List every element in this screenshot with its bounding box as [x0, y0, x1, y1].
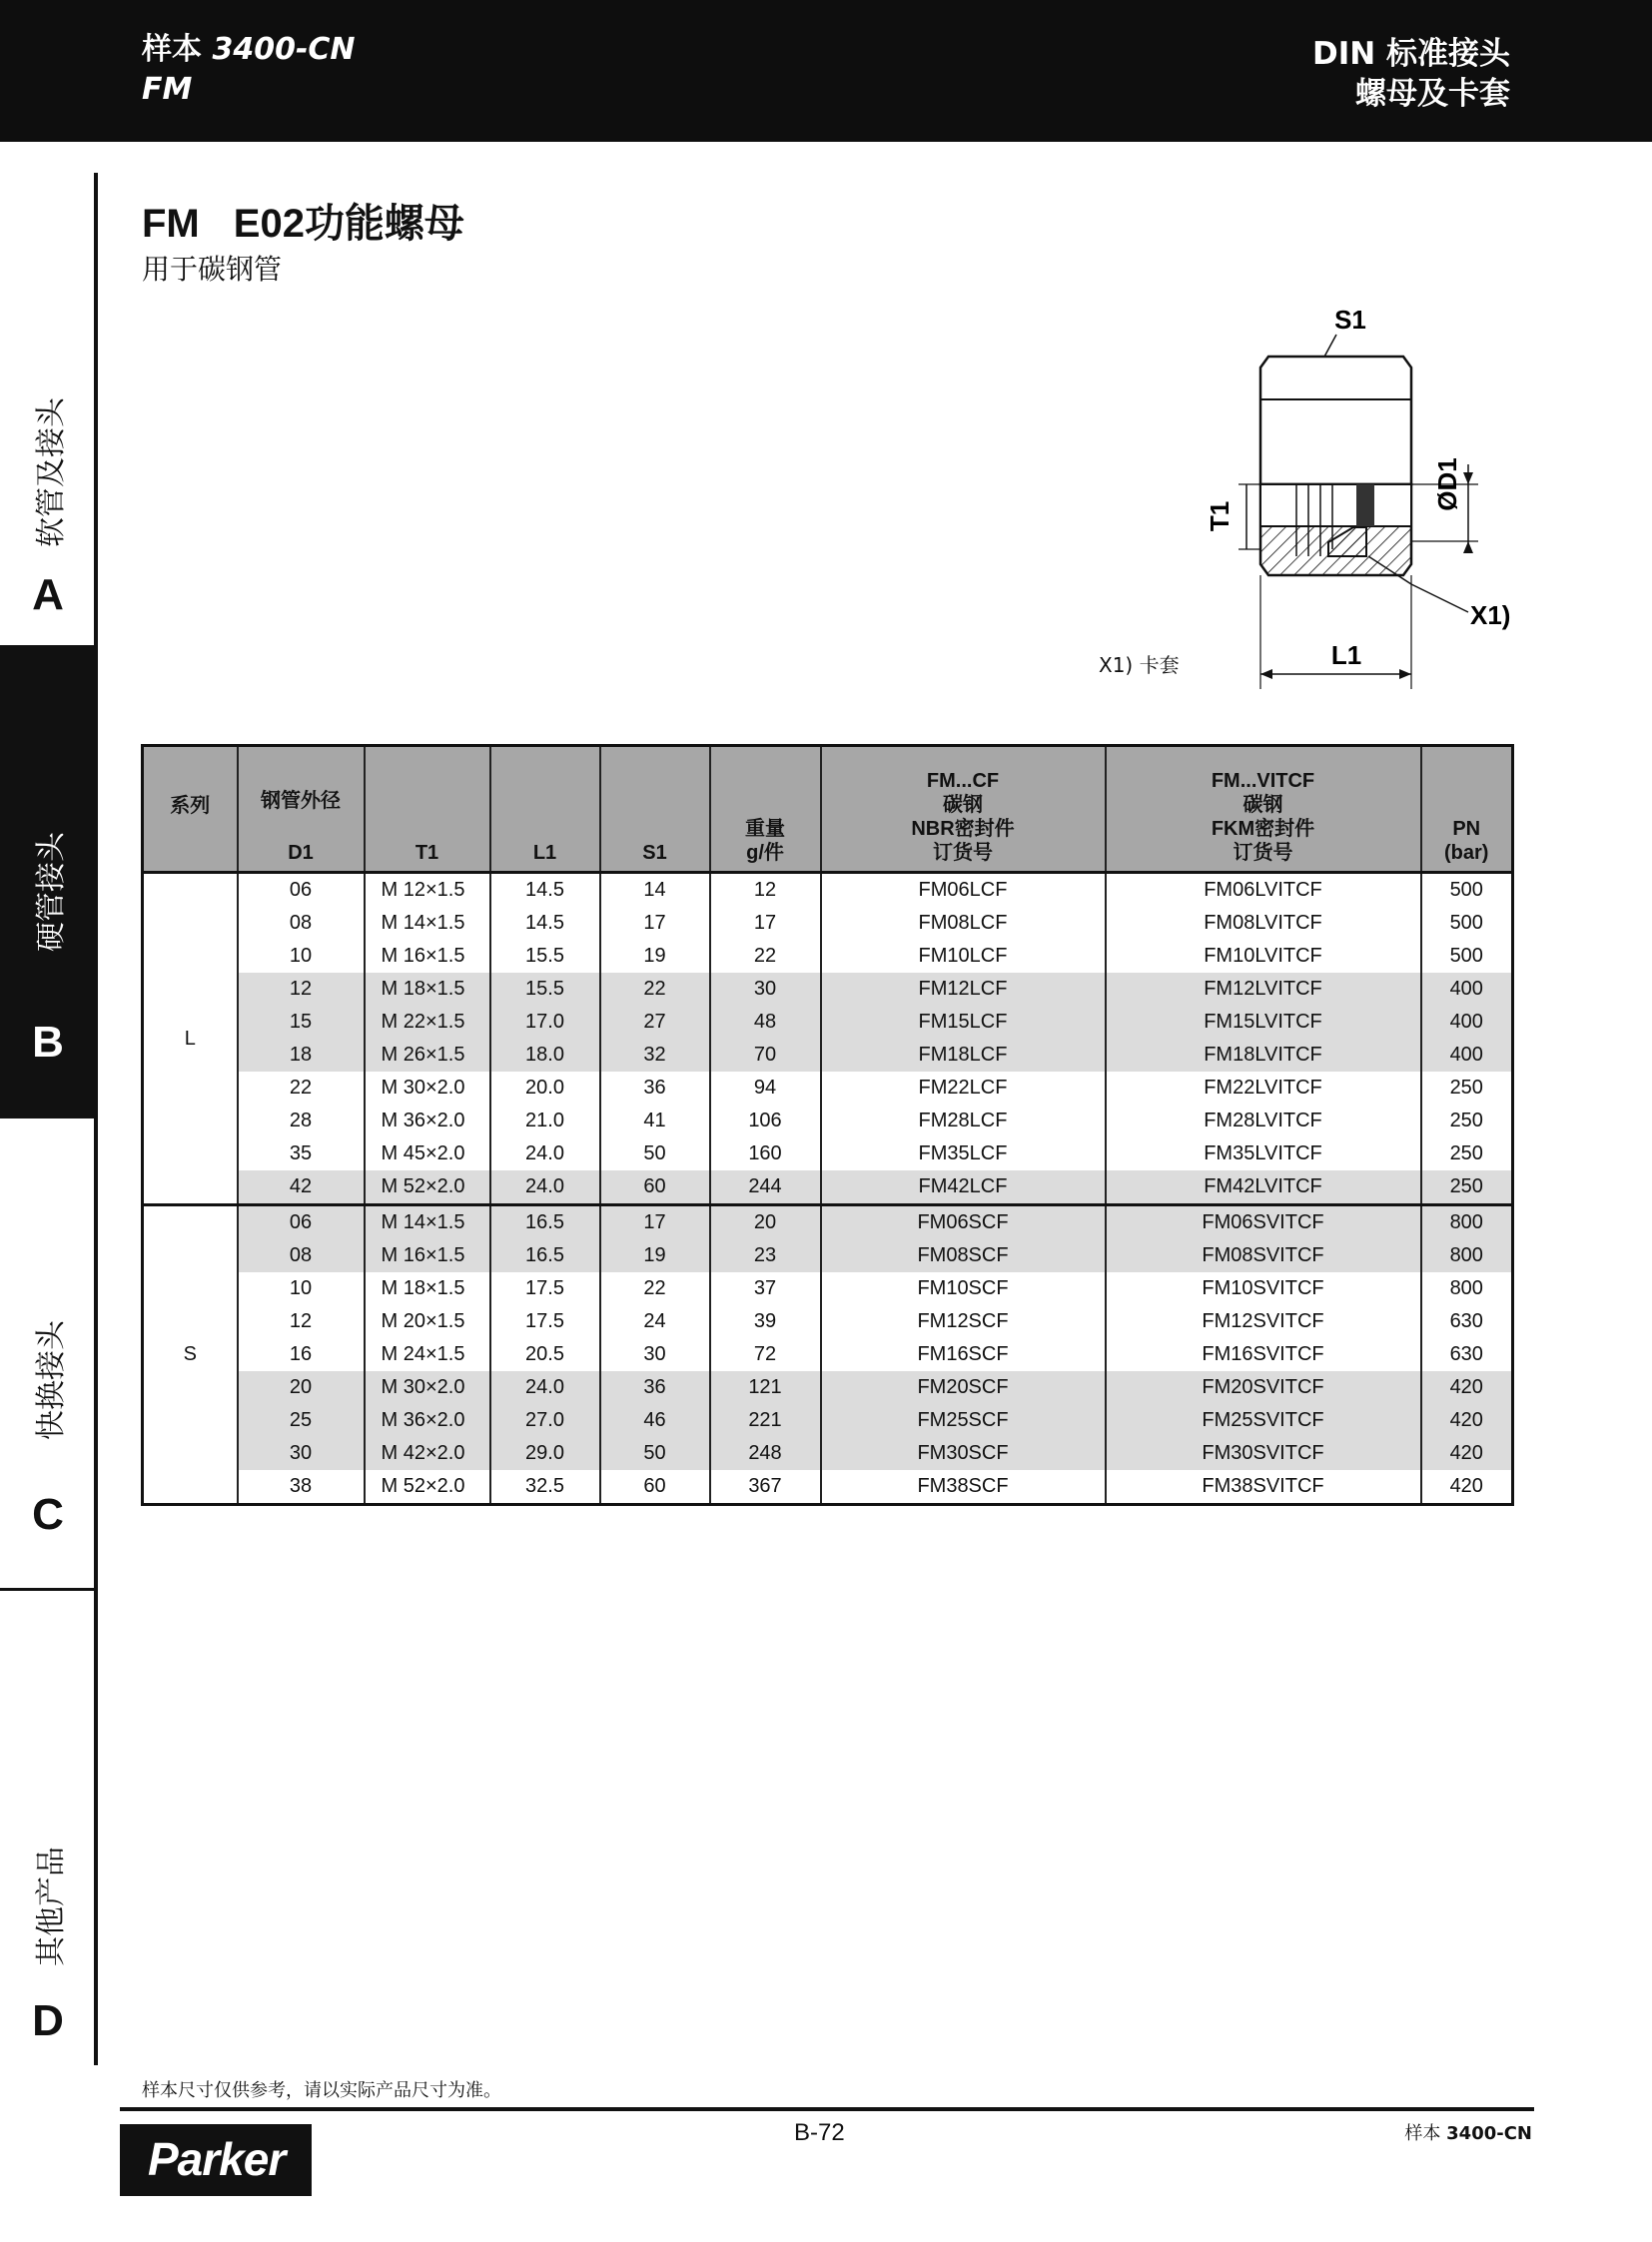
- cell-weight: 244: [710, 1170, 821, 1205]
- side-tab-d[interactable]: [0, 1592, 96, 2065]
- cell-weight: 22: [710, 940, 821, 973]
- cell-pn: 400: [1421, 1039, 1513, 1072]
- catalog-code: 3400-CN: [212, 32, 356, 67]
- cell-d1: 30: [238, 1437, 365, 1470]
- col-tube-od-label: 钢管外径: [261, 790, 341, 812]
- cell-weight: 221: [710, 1404, 821, 1437]
- col-vitcf-material: 碳钢: [1242, 794, 1283, 816]
- footer-catalog-label: 样本: [1404, 2123, 1441, 2144]
- x1-label: X1): [1470, 600, 1511, 630]
- cell-vitcf: FM42LVITCF: [1106, 1170, 1421, 1205]
- cell-weight: 248: [710, 1437, 821, 1470]
- cell-pn: 800: [1421, 1272, 1513, 1305]
- cell-t1: M 12×1.5: [365, 873, 490, 908]
- table-row: [143, 1072, 1513, 1105]
- side-tab-c[interactable]: [0, 1119, 96, 1592]
- table-row: [143, 1239, 1513, 1272]
- cell-cf: FM06SCF: [821, 1205, 1106, 1240]
- cell-s1: 22: [600, 973, 710, 1006]
- cell-l1: 15.5: [490, 940, 600, 973]
- cell-cf: FM18LCF: [821, 1039, 1106, 1072]
- cell-vitcf: FM25SVITCF: [1106, 1404, 1421, 1437]
- cell-l1: 24.0: [490, 1170, 600, 1205]
- side-tab-letter: C: [32, 1490, 64, 1539]
- cell-pn: 250: [1421, 1105, 1513, 1137]
- col-pn-label: PN: [1452, 818, 1481, 840]
- cell-cf: FM15LCF: [821, 1006, 1106, 1039]
- cell-pn: 250: [1421, 1072, 1513, 1105]
- col-l1: L1: [490, 746, 600, 873]
- table-row: [143, 1006, 1513, 1039]
- cell-vitcf: FM08SVITCF: [1106, 1239, 1421, 1272]
- footer-disclaimer: 样本尺寸仅供参考，请以实际产品尺寸为准。: [142, 2080, 501, 2101]
- s1-label: S1: [1334, 305, 1366, 335]
- cell-cf: FM10SCF: [821, 1272, 1106, 1305]
- cell-s1: 19: [600, 1239, 710, 1272]
- cell-cf: FM35LCF: [821, 1137, 1106, 1170]
- cell-t1: M 16×1.5: [365, 1239, 490, 1272]
- header-category-line1: DIN 标准接头: [1311, 36, 1510, 72]
- cell-s1: 50: [600, 1137, 710, 1170]
- cell-pn: 420: [1421, 1437, 1513, 1470]
- cell-l1: 20.5: [490, 1338, 600, 1371]
- cell-pn: 420: [1421, 1470, 1513, 1505]
- cell-d1: 20: [238, 1371, 365, 1404]
- cell-pn: 400: [1421, 973, 1513, 1006]
- cell-t1: M 52×2.0: [365, 1470, 490, 1505]
- cell-t1: M 30×2.0: [365, 1371, 490, 1404]
- side-tab-label: 硬管接头: [34, 832, 69, 952]
- cell-vitcf: FM28LVITCF: [1106, 1105, 1421, 1137]
- cell-l1: 17.5: [490, 1305, 600, 1338]
- o-ring-seal: [1356, 484, 1374, 526]
- cell-vitcf: FM06SVITCF: [1106, 1205, 1421, 1240]
- cell-s1: 32: [600, 1039, 710, 1072]
- cell-l1: 14.5: [490, 907, 600, 940]
- table-header-row: [143, 746, 1513, 873]
- cell-l1: 32.5: [490, 1470, 600, 1505]
- cell-d1: 10: [238, 940, 365, 973]
- side-tab-label: 软管及接头: [34, 397, 69, 547]
- col-series: 系列: [143, 746, 238, 873]
- cell-weight: 70: [710, 1039, 821, 1072]
- cell-vitcf: FM22LVITCF: [1106, 1072, 1421, 1105]
- cell-weight: 12: [710, 873, 821, 908]
- cell-weight: 17: [710, 907, 821, 940]
- col-order-cf: [821, 746, 1106, 873]
- cell-vitcf: FM12LVITCF: [1106, 973, 1421, 1006]
- x1-leader: [1411, 584, 1468, 612]
- cell-vitcf: FM35LVITCF: [1106, 1137, 1421, 1170]
- col-d1-label: D1: [288, 842, 314, 864]
- header-category-line2: 螺母及卡套: [1355, 76, 1510, 112]
- cell-weight: 121: [710, 1371, 821, 1404]
- col-pn-unit: (bar): [1444, 842, 1489, 864]
- d1-arrow: [1463, 472, 1473, 484]
- cell-weight: 23: [710, 1239, 821, 1272]
- cell-cf: FM10LCF: [821, 940, 1106, 973]
- cell-weight: 94: [710, 1072, 821, 1105]
- cell-weight: 39: [710, 1305, 821, 1338]
- footer-catalog: [1404, 2119, 1532, 2145]
- footer-catalog-code: 3400-CN: [1446, 2123, 1532, 2144]
- cell-t1: M 36×2.0: [365, 1105, 490, 1137]
- cell-t1: M 14×1.5: [365, 1205, 490, 1240]
- cell-s1: 36: [600, 1371, 710, 1404]
- t1-label: T1: [1205, 500, 1235, 532]
- col-pn: [1421, 746, 1513, 873]
- cell-cf: FM16SCF: [821, 1338, 1106, 1371]
- table-row: [143, 1272, 1513, 1305]
- d1-label: ØD1: [1432, 457, 1462, 511]
- table-row: [143, 1437, 1513, 1470]
- cell-t1: M 42×2.0: [365, 1437, 490, 1470]
- header-category: [1312, 34, 1510, 114]
- side-tab-letter: A: [32, 570, 64, 619]
- col-vitcf-order: 订货号: [1233, 842, 1293, 864]
- cell-d1: 18: [238, 1039, 365, 1072]
- cell-vitcf: FM10SVITCF: [1106, 1272, 1421, 1305]
- col-order-vitcf: [1106, 746, 1421, 873]
- cell-cf: FM25SCF: [821, 1404, 1106, 1437]
- cell-t1: M 18×1.5: [365, 973, 490, 1006]
- cell-d1: 06: [238, 873, 365, 908]
- cell-weight: 48: [710, 1006, 821, 1039]
- cell-s1: 17: [600, 1205, 710, 1240]
- cell-t1: M 26×1.5: [365, 1039, 490, 1072]
- col-cf-order: 订货号: [933, 842, 993, 864]
- cell-d1: 08: [238, 907, 365, 940]
- cell-l1: 29.0: [490, 1437, 600, 1470]
- side-tab-b[interactable]: [0, 645, 96, 1119]
- cell-pn: 630: [1421, 1305, 1513, 1338]
- l1-arrow: [1399, 669, 1411, 679]
- nut-upper-body: [1260, 357, 1411, 484]
- cell-l1: 15.5: [490, 973, 600, 1006]
- cell-s1: 36: [600, 1072, 710, 1105]
- cell-vitcf: FM08LVITCF: [1106, 907, 1421, 940]
- table-row: [143, 907, 1513, 940]
- x1-footnote: X1) 卡套: [1099, 653, 1180, 677]
- cell-t1: M 18×1.5: [365, 1272, 490, 1305]
- cell-cf: FM20SCF: [821, 1371, 1106, 1404]
- specification-table: [141, 744, 1514, 1506]
- cell-cf: FM12SCF: [821, 1305, 1106, 1338]
- col-d1: [238, 746, 365, 873]
- parker-logo: [120, 2124, 312, 2196]
- cell-l1: 27.0: [490, 1404, 600, 1437]
- col-cf-material: 碳钢: [943, 794, 983, 816]
- table-row: [143, 940, 1513, 973]
- col-weight-unit: g/件: [746, 842, 784, 864]
- cell-pn: 250: [1421, 1170, 1513, 1205]
- cell-vitcf: FM10LVITCF: [1106, 940, 1421, 973]
- cell-pn: 420: [1421, 1404, 1513, 1437]
- side-tab-divider: [0, 1588, 96, 1591]
- table-row: [143, 1170, 1513, 1205]
- cell-s1: 27: [600, 1006, 710, 1039]
- cell-l1: 24.0: [490, 1137, 600, 1170]
- cell-l1: 18.0: [490, 1039, 600, 1072]
- cell-l1: 17.0: [490, 1006, 600, 1039]
- cell-pn: 250: [1421, 1137, 1513, 1170]
- cell-l1: 21.0: [490, 1105, 600, 1137]
- header-catalog: [142, 30, 356, 110]
- cell-pn: 500: [1421, 940, 1513, 973]
- cell-pn: 400: [1421, 1006, 1513, 1039]
- cell-t1: M 14×1.5: [365, 907, 490, 940]
- cell-weight: 30: [710, 973, 821, 1006]
- cell-t1: M 30×2.0: [365, 1072, 490, 1105]
- cell-l1: 17.5: [490, 1272, 600, 1305]
- table-row: [143, 1205, 1513, 1240]
- cell-cf: FM42LCF: [821, 1170, 1106, 1205]
- col-t1: T1: [365, 746, 490, 873]
- table-row: [143, 1137, 1513, 1170]
- cell-d1: 25: [238, 1404, 365, 1437]
- product-name: E02功能螺母: [233, 202, 464, 246]
- page-subtitle: 用于碳钢管: [142, 253, 283, 286]
- col-vitcf-code: FM...VITCF: [1211, 770, 1315, 792]
- cell-d1: 16: [238, 1338, 365, 1371]
- cell-t1: M 24×1.5: [365, 1338, 490, 1371]
- table-row: [143, 1105, 1513, 1137]
- col-cf-code: FM...CF: [926, 770, 1000, 792]
- thread-bore: [1260, 484, 1411, 526]
- cell-weight: 37: [710, 1272, 821, 1305]
- cell-s1: 24: [600, 1305, 710, 1338]
- cell-cf: FM12LCF: [821, 973, 1106, 1006]
- cell-t1: M 45×2.0: [365, 1137, 490, 1170]
- cell-cf: FM08SCF: [821, 1239, 1106, 1272]
- cell-cf: FM38SCF: [821, 1470, 1106, 1505]
- page-title: [142, 192, 464, 249]
- cell-pn: 800: [1421, 1205, 1513, 1240]
- cell-cf: FM08LCF: [821, 907, 1106, 940]
- side-tab-label: 快换接头: [34, 1320, 69, 1440]
- side-tab-label: 其他产品: [34, 1847, 69, 1966]
- cell-s1: 60: [600, 1170, 710, 1205]
- cell-t1: M 52×2.0: [365, 1170, 490, 1205]
- cell-s1: 22: [600, 1272, 710, 1305]
- cell-pn: 800: [1421, 1239, 1513, 1272]
- side-tab-letter: B: [32, 1018, 64, 1067]
- side-tab-a[interactable]: [0, 173, 96, 645]
- page-number: B-72: [794, 2119, 845, 2146]
- table-row: [143, 1039, 1513, 1072]
- cell-d1: 22: [238, 1072, 365, 1105]
- cell-l1: 16.5: [490, 1205, 600, 1240]
- side-tab-border: [94, 173, 98, 2065]
- cell-s1: 50: [600, 1437, 710, 1470]
- cell-s1: 60: [600, 1470, 710, 1505]
- l1-arrow: [1260, 669, 1272, 679]
- cell-vitcf: FM30SVITCF: [1106, 1437, 1421, 1470]
- cell-s1: 41: [600, 1105, 710, 1137]
- cell-s1: 46: [600, 1404, 710, 1437]
- cell-vitcf: FM20SVITCF: [1106, 1371, 1421, 1404]
- l1-label: L1: [1330, 640, 1362, 670]
- cell-pn: 500: [1421, 873, 1513, 908]
- table-row: [143, 873, 1513, 908]
- cell-d1: 12: [238, 973, 365, 1006]
- cell-d1: 38: [238, 1470, 365, 1505]
- header-series: FM: [142, 72, 193, 107]
- cell-t1: M 20×1.5: [365, 1305, 490, 1338]
- cell-vitcf: FM15LVITCF: [1106, 1006, 1421, 1039]
- cell-weight: 367: [710, 1470, 821, 1505]
- cell-d1: 12: [238, 1305, 365, 1338]
- cell-pn: 500: [1421, 907, 1513, 940]
- table-row: [143, 1404, 1513, 1437]
- table-row: [143, 973, 1513, 1006]
- cell-s1: 19: [600, 940, 710, 973]
- cell-vitcf: FM06LVITCF: [1106, 873, 1421, 908]
- table-row: [143, 1338, 1513, 1371]
- cell-d1: 28: [238, 1105, 365, 1137]
- cell-vitcf: FM18LVITCF: [1106, 1039, 1421, 1072]
- cell-vitcf: FM16SVITCF: [1106, 1338, 1421, 1371]
- cell-d1: 35: [238, 1137, 365, 1170]
- footer-rule: [120, 2107, 1534, 2111]
- cell-pn: 420: [1421, 1371, 1513, 1404]
- cell-d1: 08: [238, 1239, 365, 1272]
- product-code: FM: [142, 202, 200, 246]
- cell-l1: 14.5: [490, 873, 600, 908]
- table-row: [143, 1371, 1513, 1404]
- cell-series: S: [143, 1205, 238, 1505]
- cell-cf: FM30SCF: [821, 1437, 1106, 1470]
- cell-d1: 06: [238, 1205, 365, 1240]
- nut-technical-drawing: [1179, 295, 1538, 694]
- page-header: [0, 0, 1652, 142]
- cell-weight: 160: [710, 1137, 821, 1170]
- side-tab-letter: D: [32, 1996, 64, 2045]
- cell-s1: 17: [600, 907, 710, 940]
- cell-cf: FM06LCF: [821, 873, 1106, 908]
- parker-logo-text: Parker: [148, 2133, 286, 2185]
- col-vitcf-seal: FKM密封件: [1211, 818, 1315, 840]
- cell-series: L: [143, 873, 238, 1205]
- cell-t1: M 36×2.0: [365, 1404, 490, 1437]
- col-weight: [710, 746, 821, 873]
- cell-pn: 630: [1421, 1338, 1513, 1371]
- catalog-label: 样本: [142, 32, 202, 67]
- cell-s1: 30: [600, 1338, 710, 1371]
- col-s1: S1: [600, 746, 710, 873]
- side-tab-strip: [0, 173, 98, 2065]
- cell-vitcf: FM12SVITCF: [1106, 1305, 1421, 1338]
- cell-l1: 20.0: [490, 1072, 600, 1105]
- d1-arrow: [1463, 541, 1473, 553]
- cell-s1: 14: [600, 873, 710, 908]
- cell-cf: FM22LCF: [821, 1072, 1106, 1105]
- cell-t1: M 22×1.5: [365, 1006, 490, 1039]
- cell-t1: M 16×1.5: [365, 940, 490, 973]
- cell-cf: FM28LCF: [821, 1105, 1106, 1137]
- cell-weight: 20: [710, 1205, 821, 1240]
- cell-l1: 24.0: [490, 1371, 600, 1404]
- cell-weight: 106: [710, 1105, 821, 1137]
- cell-l1: 16.5: [490, 1239, 600, 1272]
- col-cf-seal: NBR密封件: [911, 818, 1015, 840]
- table-row: [143, 1305, 1513, 1338]
- cell-d1: 10: [238, 1272, 365, 1305]
- col-weight-label: 重量: [745, 818, 785, 840]
- cell-vitcf: FM38SVITCF: [1106, 1470, 1421, 1505]
- cell-weight: 72: [710, 1338, 821, 1371]
- cell-d1: 15: [238, 1006, 365, 1039]
- table-row: [143, 1470, 1513, 1505]
- cell-d1: 42: [238, 1170, 365, 1205]
